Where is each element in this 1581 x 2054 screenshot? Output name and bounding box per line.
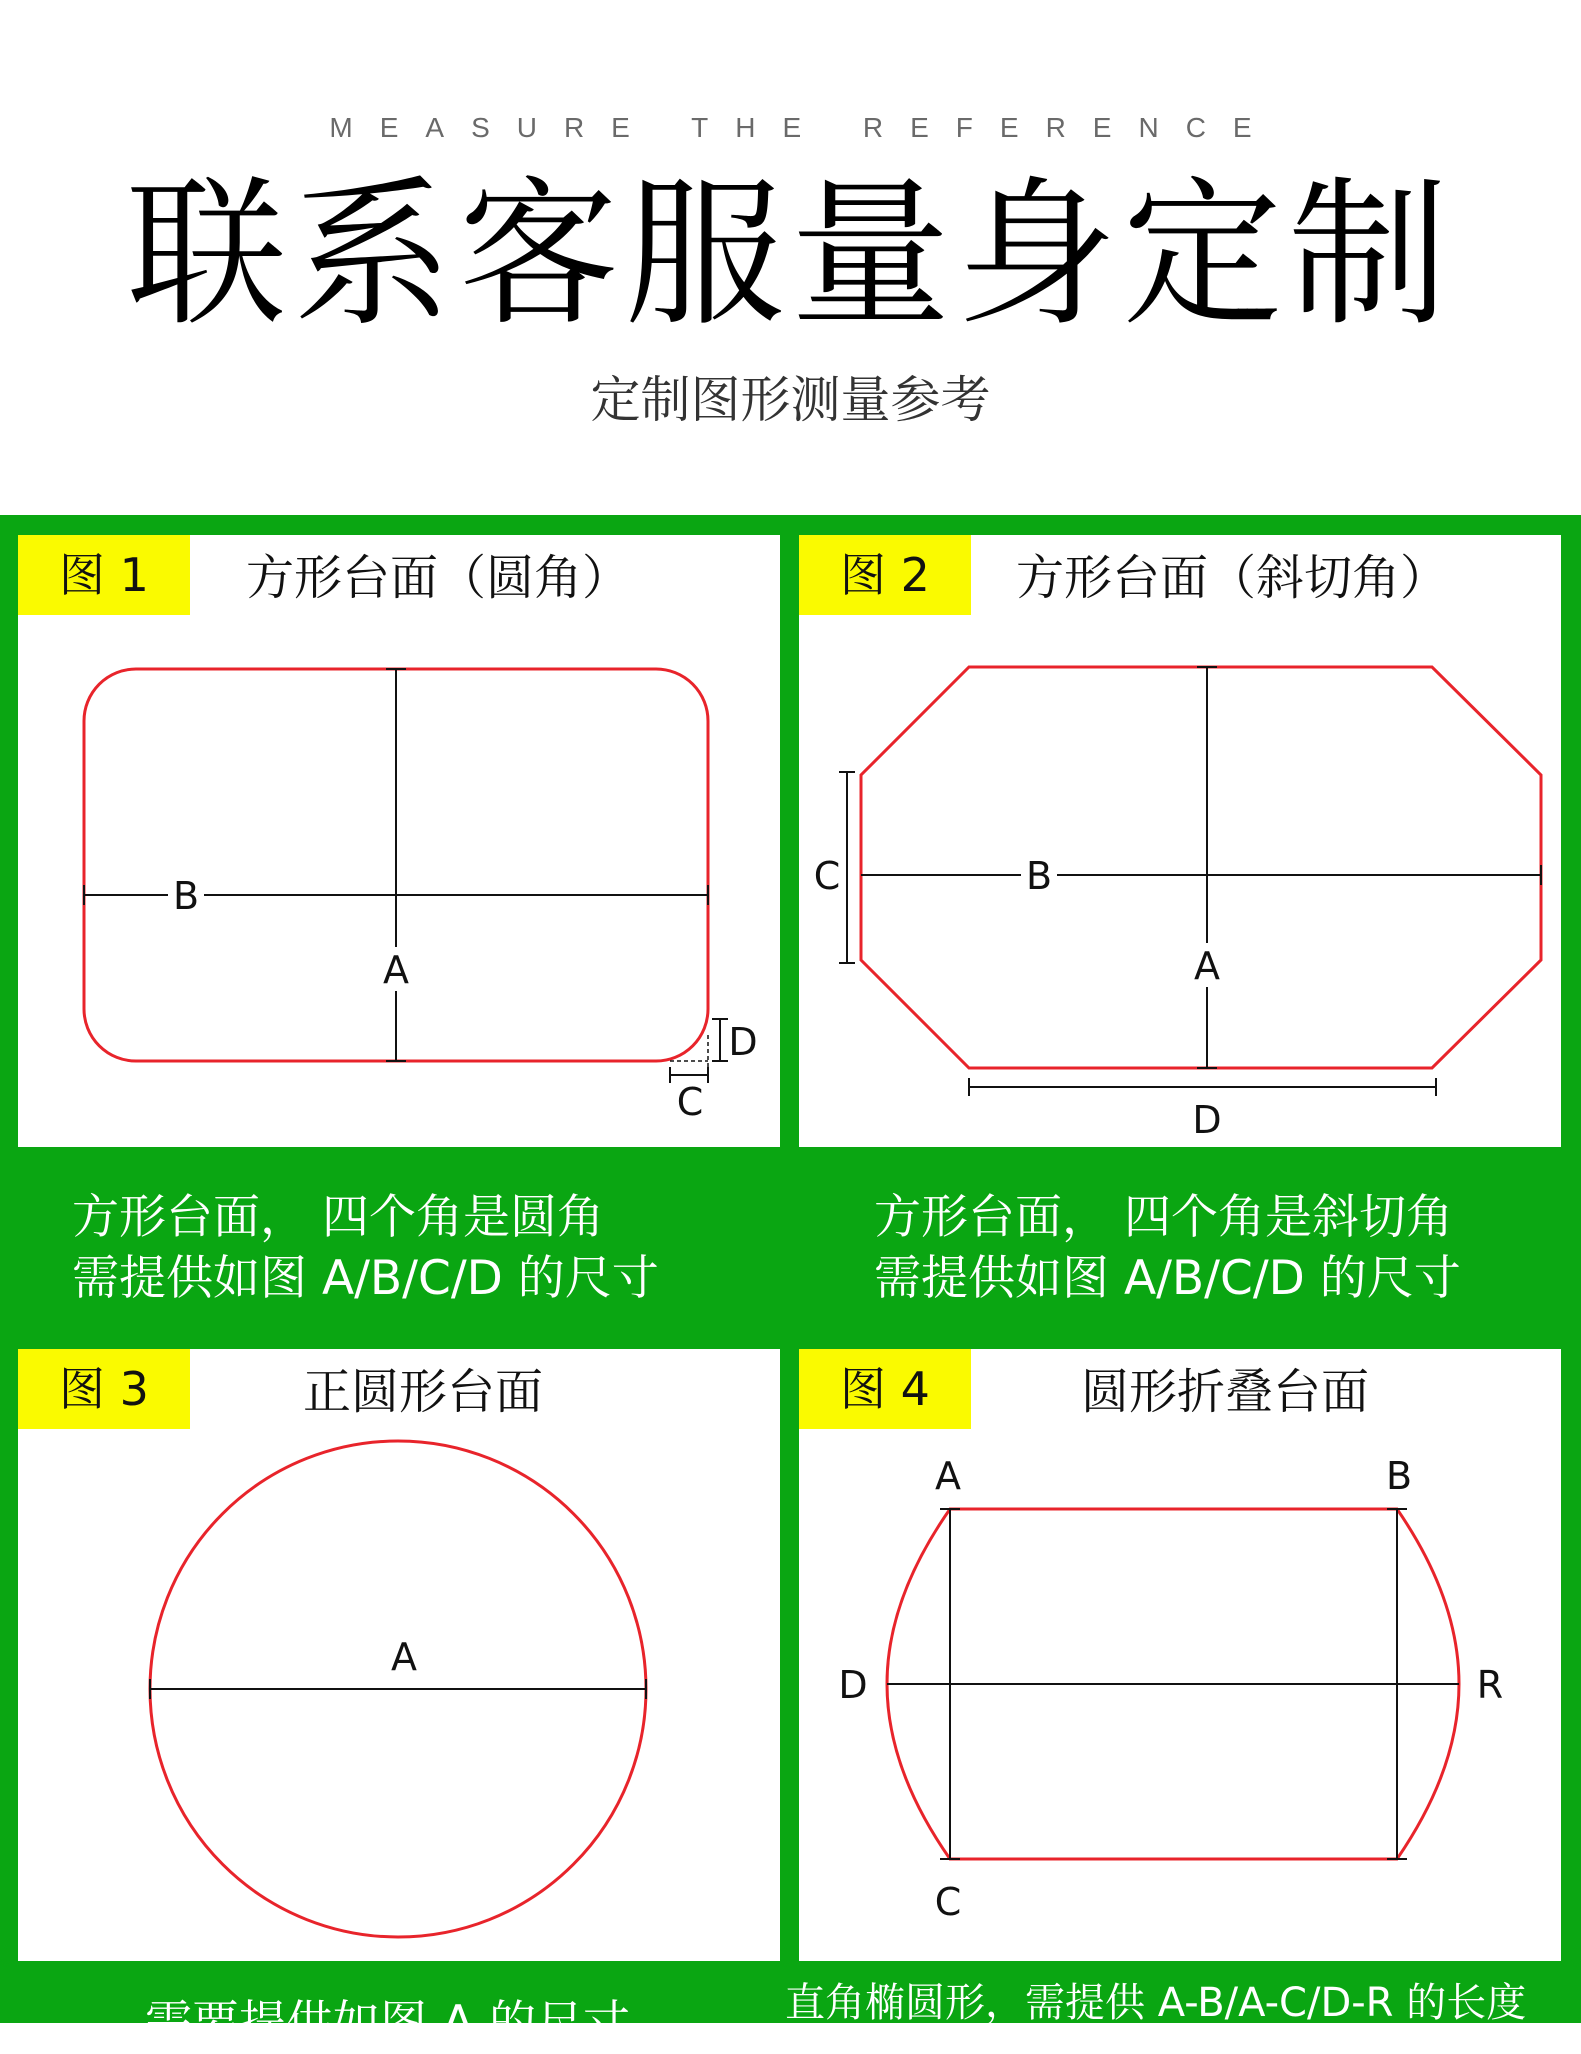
fig3-caption-line1: 需要提供如图 A 的尺寸 — [145, 1996, 631, 2051]
page-subtitle: 定制图形测量参考 — [590, 371, 991, 429]
fig1-caption — [72, 1187, 834, 1309]
fig2-caption — [874, 1187, 1581, 1309]
eyebrow-text: MEASURE THE REFERENCE — [329, 112, 1279, 143]
label-b: B — [1025, 854, 1053, 898]
label-d: D — [1192, 1098, 1222, 1142]
panel-fig2 — [799, 535, 1561, 1147]
panel-fig3 — [18, 1349, 780, 1961]
diagram-grid — [0, 515, 1581, 2051]
label-a: A — [1194, 944, 1220, 988]
label-r: R — [1476, 1663, 1504, 1707]
fig4-title: 圆形折叠台面 — [1081, 1364, 1370, 1420]
label-c: C — [934, 1880, 962, 1924]
label-a: A — [383, 948, 409, 992]
fig2-tag: 图 2 — [799, 535, 971, 615]
panel-fig1 — [18, 535, 780, 1147]
fig2-caption-line2: 需提供如图 A/B/C/D 的尺寸 — [874, 1251, 1461, 1306]
panel-fig4 — [799, 1349, 1561, 1961]
fig1-tag: 图 1 — [18, 535, 190, 615]
label-b: B — [1385, 1454, 1413, 1498]
fig1-caption-line1: 方形台面， 四个角是圆角 — [72, 1190, 604, 1245]
fig4-caption-line1: 直角椭圆形，需提供 A-B/A-C/D-R 的长度 — [785, 1980, 1527, 2026]
chamfer-outline — [861, 667, 1541, 1068]
page-title: 联系客服量身定制 — [126, 161, 1455, 348]
label-a: A — [391, 1635, 417, 1679]
label-c: C — [676, 1080, 704, 1124]
fig1-caption-line2: 需提供如图 A/B/C/D 的尺寸 — [72, 1251, 659, 1306]
header — [0, 0, 1581, 515]
label-a: A — [935, 1454, 961, 1498]
fig4-diagram — [799, 1349, 1561, 1961]
label-c: C — [813, 854, 841, 898]
label-d: D — [728, 1020, 758, 1064]
fig3-tag: 图 3 — [18, 1349, 190, 1429]
fig3-diagram — [18, 1349, 780, 1961]
fig4-tag: 图 4 — [799, 1349, 971, 1429]
fig2-diagram — [799, 535, 1561, 1147]
fig4-caption — [785, 1978, 1575, 2028]
fig1-title: 方形台面（圆角） — [246, 550, 631, 606]
fig2-caption-line1: 方形台面， 四个角是斜切角 — [874, 1190, 1453, 1245]
fig1-diagram — [18, 535, 780, 1147]
label-b: B — [172, 874, 200, 918]
label-d: D — [838, 1663, 868, 1707]
fig3-title: 正圆形台面 — [303, 1364, 544, 1420]
fig2-title: 方形台面（斜切角） — [1016, 550, 1449, 606]
